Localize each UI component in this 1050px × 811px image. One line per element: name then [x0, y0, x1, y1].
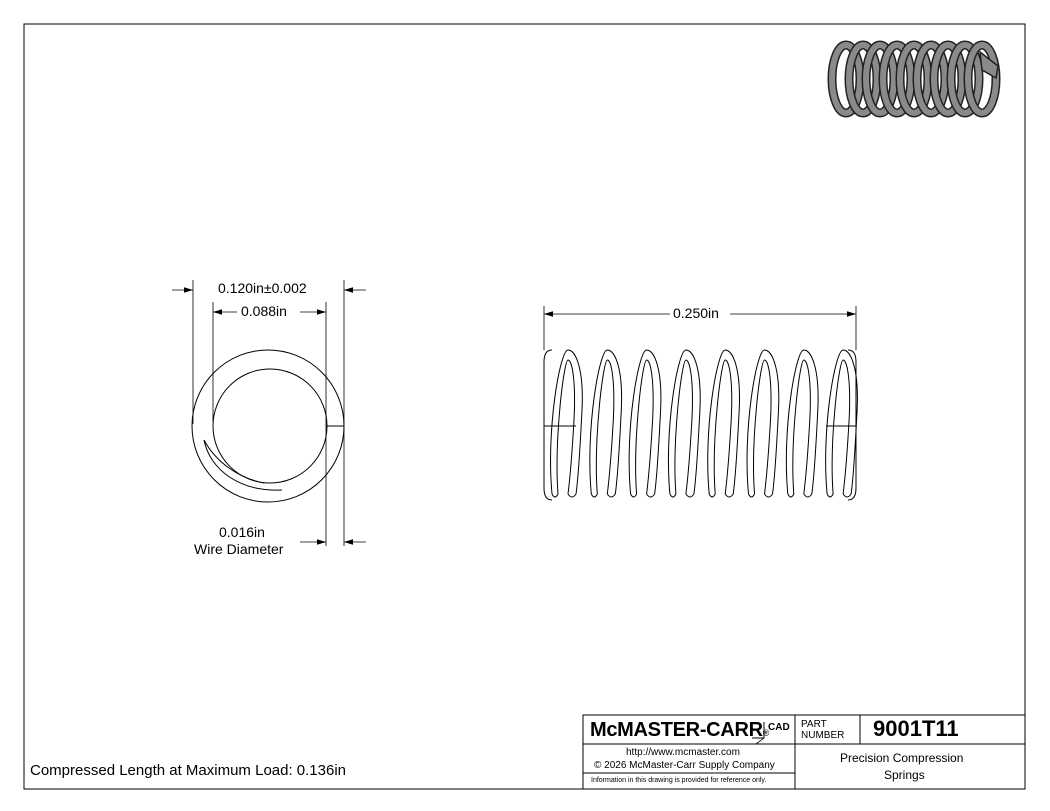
wire-diameter-value: 0.016in	[219, 524, 265, 540]
side-view	[544, 350, 857, 500]
cad-label: CAD	[768, 722, 790, 733]
coil-inner	[832, 360, 849, 494]
coil-bottom-turn	[749, 494, 755, 497]
coil-inner	[636, 360, 653, 494]
disclaimer-text: Information in this drawing is provided for reference only.	[591, 777, 767, 784]
coil-outer	[708, 350, 740, 494]
end-view-extension-lines	[193, 280, 344, 546]
coil-bottom-turn	[765, 494, 773, 497]
description-line2: Springs	[884, 768, 925, 782]
coil-bottom-turn	[568, 494, 576, 497]
coil-inner	[754, 360, 771, 494]
coil-bottom-turn	[591, 494, 597, 497]
coil-outer	[551, 350, 583, 494]
coil-outer	[747, 350, 779, 494]
coil-outer	[668, 350, 700, 494]
copyright-text: © 2026 McMaster-Carr Supply Company	[594, 760, 775, 771]
isometric-view	[832, 45, 998, 113]
brand-name: McMASTER-CARR	[590, 719, 763, 741]
coil-inner	[596, 360, 613, 494]
coil-outer	[786, 350, 818, 494]
coil-bottom-turn	[670, 494, 676, 497]
coil-inner	[793, 360, 810, 494]
coil-outer	[629, 350, 661, 494]
coil-bottom-turn	[631, 494, 637, 497]
coil-outer	[826, 350, 858, 494]
outer-diameter-label: 0.120in±0.002	[218, 280, 307, 296]
brand-registered-mark: ®	[762, 728, 770, 738]
coil-bottom-turn	[686, 494, 694, 497]
coil-bottom-turn	[647, 494, 655, 497]
coil-inner	[675, 360, 692, 494]
end-view-outer-circle	[192, 350, 344, 502]
inner-diameter-label: 0.088in	[241, 303, 287, 319]
coil-bottom-turn	[552, 494, 558, 497]
coil-bottom-turn	[788, 494, 794, 497]
end-view	[192, 350, 344, 502]
coil-outer	[590, 350, 622, 494]
sheet-border	[24, 24, 1025, 789]
coil-bottom-turn	[804, 494, 812, 497]
website-url: http://www.mcmaster.com	[626, 747, 740, 758]
end-view-inner-circle	[213, 369, 327, 483]
coil-bottom-turn	[827, 494, 833, 497]
compressed-length-note: Compressed Length at Maximum Load: 0.136in	[30, 762, 347, 779]
coil-bottom-turn	[725, 494, 733, 497]
description-line1: Precision Compression	[840, 751, 964, 765]
coil-inner	[557, 360, 574, 494]
brand-logo-text	[590, 719, 769, 742]
part-label-line2: NUMBER	[801, 730, 845, 741]
coil-bottom-turn	[607, 494, 615, 497]
part-number: 9001T11	[873, 716, 959, 741]
wire-diameter-label: Wire Diameter	[194, 541, 284, 557]
coil-inner	[714, 360, 731, 494]
length-label: 0.250in	[673, 305, 719, 321]
coil-bottom-turn	[709, 494, 715, 497]
coil-bottom-turn	[843, 494, 851, 497]
part-label-line1: PART	[801, 719, 827, 730]
